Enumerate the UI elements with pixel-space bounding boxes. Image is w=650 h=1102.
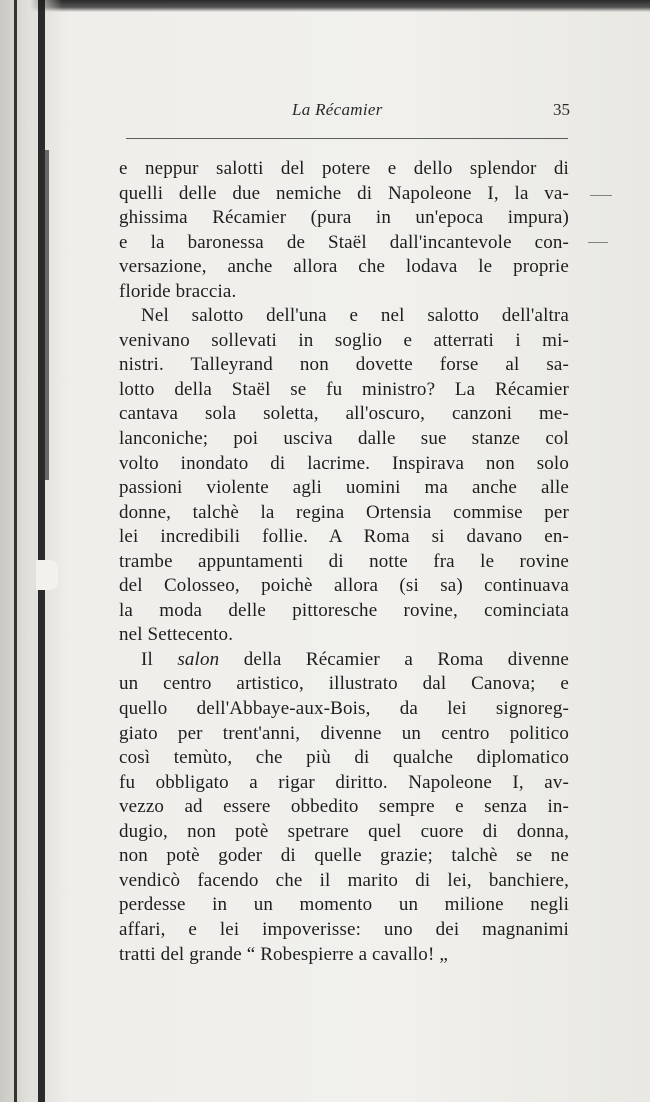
text-line: così temùto, che più di qualche diplomatico: [119, 747, 569, 769]
body-text: [119, 157, 569, 967]
scan-top-edge: [0, 0, 650, 12]
text-line-with-italic: [119, 648, 569, 673]
text-line: lotto della Staël se fu ministro? La Récamier: [119, 378, 569, 400]
text-line: vendicò facendo che il marito di lei, banchiere,: [119, 869, 569, 891]
margin-mark: [590, 195, 612, 196]
text-line: donne, talchè la regina Ortensia commise per: [119, 501, 569, 523]
text-line: venivano sollevati in soglio e atterrati i mi-: [119, 329, 569, 351]
text-line: e la baronessa de Staël dall'incantevole con-: [119, 231, 569, 253]
text-line: tratti del grande “ Robespierre a cavallo! „: [119, 943, 448, 965]
text-line: ghissima Récamier (pura in un'epoca impura): [119, 207, 569, 229]
text-line: dugio, non potè spetrare quel cuore di donna,: [119, 820, 569, 842]
binding-shadow: [0, 0, 62, 1102]
text-line: lei incredibili follie. A Roma si davano en-: [119, 526, 569, 548]
text-line: affari, e lei impoverisse: uno dei magnanimi: [119, 918, 569, 940]
text-fragment: della Récamier a Roma divenne: [219, 648, 569, 670]
text-line: volto inondato di lacrime. Inspirava non solo: [119, 452, 569, 474]
text-line: nistri. Talleyrand non dovette forse al sa-: [119, 354, 569, 376]
text-line: perdesse in un momento un milione negli: [119, 894, 569, 916]
text-line: versazione, anche allora che lodava le proprie: [119, 256, 569, 278]
running-header: [120, 100, 570, 128]
text-line: quelli delle due nemiche di Napoleone I, la va-: [119, 182, 569, 204]
text-line: del Colosseo, poichè allora (si sa) continuava: [119, 575, 569, 597]
text-line: nel Settecento.: [119, 624, 234, 646]
text-line: lanconiche; poi usciva dalle sue stanze col: [119, 428, 569, 450]
page-tear: [36, 560, 58, 590]
text-line: cantava sola soletta, all'oscuro, canzoni me-: [119, 403, 569, 425]
text-line: e neppur salotti del potere e dello splendor di: [119, 158, 569, 179]
text-line: giato per trent'anni, divenne un centro politico: [119, 722, 569, 744]
text-line: fu obbligato a rigar diritto. Napoleone I, av-: [119, 771, 569, 793]
text-line: vezzo ad essere obbedito sempre e senza in-: [119, 796, 569, 818]
text-fragment: Il: [141, 648, 178, 670]
margin-mark: [588, 242, 608, 243]
page-number: 35: [553, 100, 570, 119]
binding-edge-line: [38, 0, 45, 1102]
binding-edge-line: [14, 0, 17, 1102]
text-line: Nel salotto dell'una e nel salotto dell'altra: [141, 305, 569, 327]
text-line: non potè goder di quelle grazie; talchè se ne: [119, 845, 569, 867]
binding-edge-line: [45, 150, 49, 480]
text-line: passioni violente agli uomini ma anche alle: [119, 477, 569, 499]
text-line: floride braccia.: [119, 280, 237, 302]
text-line: trambe appuntamenti di notte fra le rovine: [119, 550, 569, 572]
running-title: La Récamier: [292, 100, 383, 119]
text-line: un centro artistico, illustrato dal Canova; e: [119, 673, 569, 695]
header-rule: [126, 138, 568, 139]
text-line: quello dell'Abbaye-aux-Bois, da lei signoreg-: [119, 698, 569, 720]
text-line: la moda delle pittoresche rovine, cominciata: [119, 599, 569, 621]
italic-word: salon: [177, 648, 220, 670]
